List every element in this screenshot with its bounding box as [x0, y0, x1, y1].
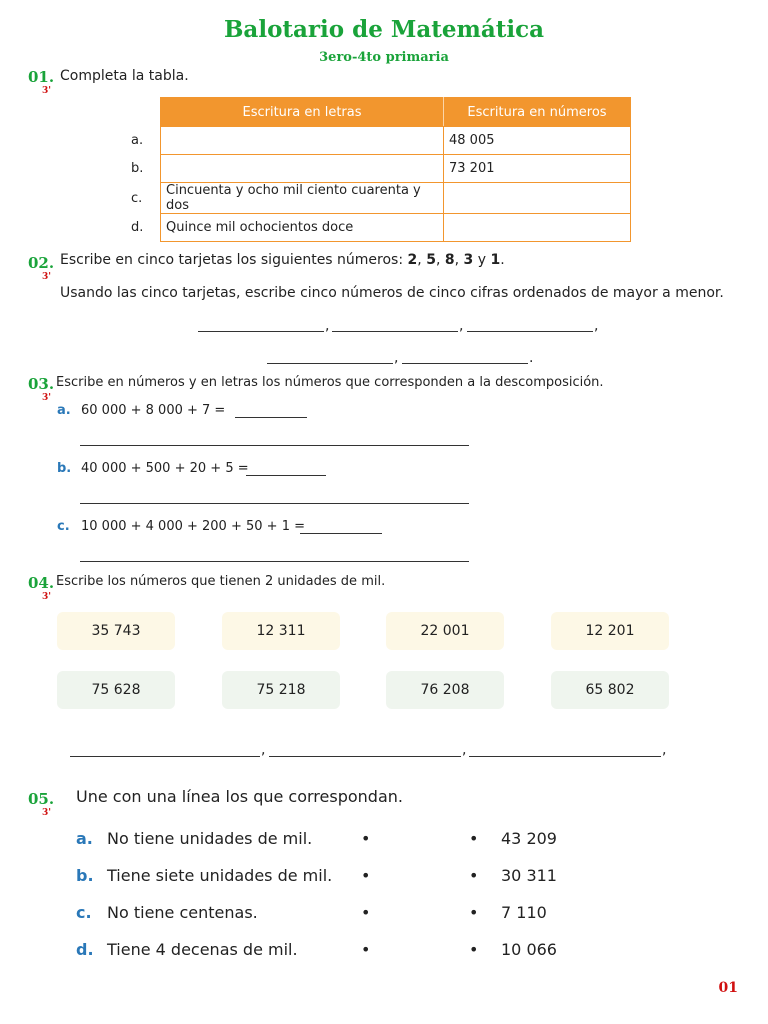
question-text-2: Escribe en cinco tarjetas los siguientes números: 2, 5, 8, 3 y 1.	[60, 252, 505, 268]
comma: ,	[459, 318, 464, 334]
left-dot[interactable]: •	[361, 940, 371, 959]
row-label: d.	[131, 220, 144, 235]
cell-letters[interactable]	[161, 127, 444, 155]
table-row	[123, 155, 631, 183]
statement: No tiene centenas.	[107, 903, 258, 922]
comma: ,	[662, 742, 667, 758]
left-dot[interactable]: •	[361, 903, 371, 922]
words-answer-line[interactable]	[80, 445, 469, 446]
statement: No tiene unidades de mil.	[107, 829, 313, 848]
right-dot[interactable]: •	[469, 903, 479, 922]
number-option: 30 311	[501, 866, 557, 885]
item-label: a.	[57, 403, 71, 418]
item-label: c.	[76, 903, 92, 922]
answer-line[interactable]	[70, 756, 260, 757]
table-header-numbers: Escritura en números	[444, 98, 631, 127]
time-mark-4: 3'	[42, 592, 52, 602]
cell-letters[interactable]	[161, 155, 444, 183]
question-text-3: Escribe en números y en letras los números que corresponden a la descomposición.	[56, 375, 604, 390]
decomposition-expression: 40 000 + 500 + 20 + 5 =	[81, 461, 249, 476]
statement: Tiene siete unidades de mil.	[107, 866, 333, 885]
cell-numbers: 48 005	[444, 127, 631, 155]
number-5: 5	[426, 252, 436, 268]
cell-letters: Quince mil ochocientos doce	[161, 214, 444, 242]
right-dot[interactable]: •	[469, 940, 479, 959]
table-header-letters: Escritura en letras	[161, 98, 444, 127]
page-title: Balotario de Matemática	[223, 16, 544, 43]
left-dot[interactable]: •	[361, 866, 371, 885]
item-label: d.	[76, 940, 94, 959]
number-card[interactable]: 65 802	[551, 671, 669, 709]
answer-line[interactable]	[402, 363, 528, 364]
answer-line[interactable]	[198, 331, 324, 332]
number-card[interactable]: 35 743	[57, 612, 175, 650]
comma: ,	[462, 742, 467, 758]
item-label: b.	[76, 866, 94, 885]
cell-letters: Cincuenta y ocho mil ciento cuarenta y dos	[161, 183, 444, 214]
row-label: b.	[131, 161, 144, 176]
question-number-3: 03.	[28, 375, 55, 393]
question-text-2b: Usando las cinco tarjetas, escribe cinco números de cinco cifras ordenados de mayor a menor.	[60, 285, 724, 301]
question-number-4: 04.	[28, 574, 55, 592]
conjunction: y	[477, 252, 486, 268]
number-answer-line[interactable]	[235, 417, 307, 418]
number-2: 2	[407, 252, 418, 268]
item-label: c.	[57, 519, 70, 534]
number-option: 10 066	[501, 940, 557, 959]
left-dot[interactable]: •	[361, 829, 371, 848]
table-row	[123, 214, 631, 242]
number-option: 43 209	[501, 829, 557, 848]
number-option: 7 110	[501, 903, 547, 922]
period: .	[500, 252, 505, 268]
question-text-5: Une con una línea los que correspondan.	[76, 787, 403, 806]
number-card[interactable]: 22 001	[386, 612, 504, 650]
cell-numbers[interactable]	[444, 214, 631, 242]
number-card[interactable]: 76 208	[386, 671, 504, 709]
answer-line[interactable]	[332, 331, 458, 332]
table-row	[123, 183, 631, 214]
answer-line[interactable]	[467, 331, 593, 332]
question-text-4: Escribe los números que tienen 2 unidades de mil.	[56, 574, 386, 589]
question-number-1: 01.	[28, 68, 55, 86]
comma: ,	[594, 318, 599, 334]
question-text-1: Completa la tabla.	[60, 68, 189, 84]
number-answer-line[interactable]	[246, 475, 326, 476]
number-card[interactable]: 75 218	[222, 671, 340, 709]
comma: ,	[325, 318, 330, 334]
comma: ,	[394, 350, 399, 366]
question-number-5: 05.	[28, 790, 55, 808]
words-answer-line[interactable]	[80, 503, 469, 504]
number-1: 1	[490, 252, 501, 268]
statement: Tiene 4 decenas de mil.	[107, 940, 298, 959]
page-subtitle: 3ero-4to primaria	[319, 50, 449, 65]
question-number-2: 02.	[28, 254, 55, 272]
page-number: 01	[718, 980, 738, 996]
table-row	[123, 127, 631, 155]
number-card[interactable]: 12 201	[551, 612, 669, 650]
right-dot[interactable]: •	[469, 866, 479, 885]
number-table	[123, 97, 631, 242]
time-mark-3: 3'	[42, 393, 52, 403]
number-3: 3	[463, 252, 474, 268]
cell-numbers: 73 201	[444, 155, 631, 183]
row-label: a.	[131, 133, 144, 148]
answer-line[interactable]	[269, 756, 461, 757]
number-8: 8	[444, 252, 455, 268]
time-mark-5: 3'	[42, 808, 52, 818]
number-answer-line[interactable]	[300, 533, 382, 534]
time-mark-2: 3'	[42, 272, 52, 282]
number-card[interactable]: 12 311	[222, 612, 340, 650]
right-dot[interactable]: •	[469, 829, 479, 848]
row-label: c.	[131, 190, 143, 206]
words-answer-line[interactable]	[80, 561, 469, 562]
instruction-text: Escribe en cinco tarjetas los siguientes números:	[60, 252, 404, 268]
period: .	[529, 350, 534, 366]
comma: ,	[261, 742, 266, 758]
number-card[interactable]: 75 628	[57, 671, 175, 709]
answer-line[interactable]	[469, 756, 661, 757]
decomposition-expression: 10 000 + 4 000 + 200 + 50 + 1 =	[81, 519, 305, 534]
cell-numbers[interactable]	[444, 183, 631, 214]
item-label: b.	[57, 461, 72, 476]
answer-line[interactable]	[267, 363, 393, 364]
table-header-row	[123, 98, 631, 127]
time-mark-1: 3'	[42, 86, 52, 96]
decomposition-expression: 60 000 + 8 000 + 7 =	[81, 403, 226, 418]
item-label: a.	[76, 829, 93, 848]
